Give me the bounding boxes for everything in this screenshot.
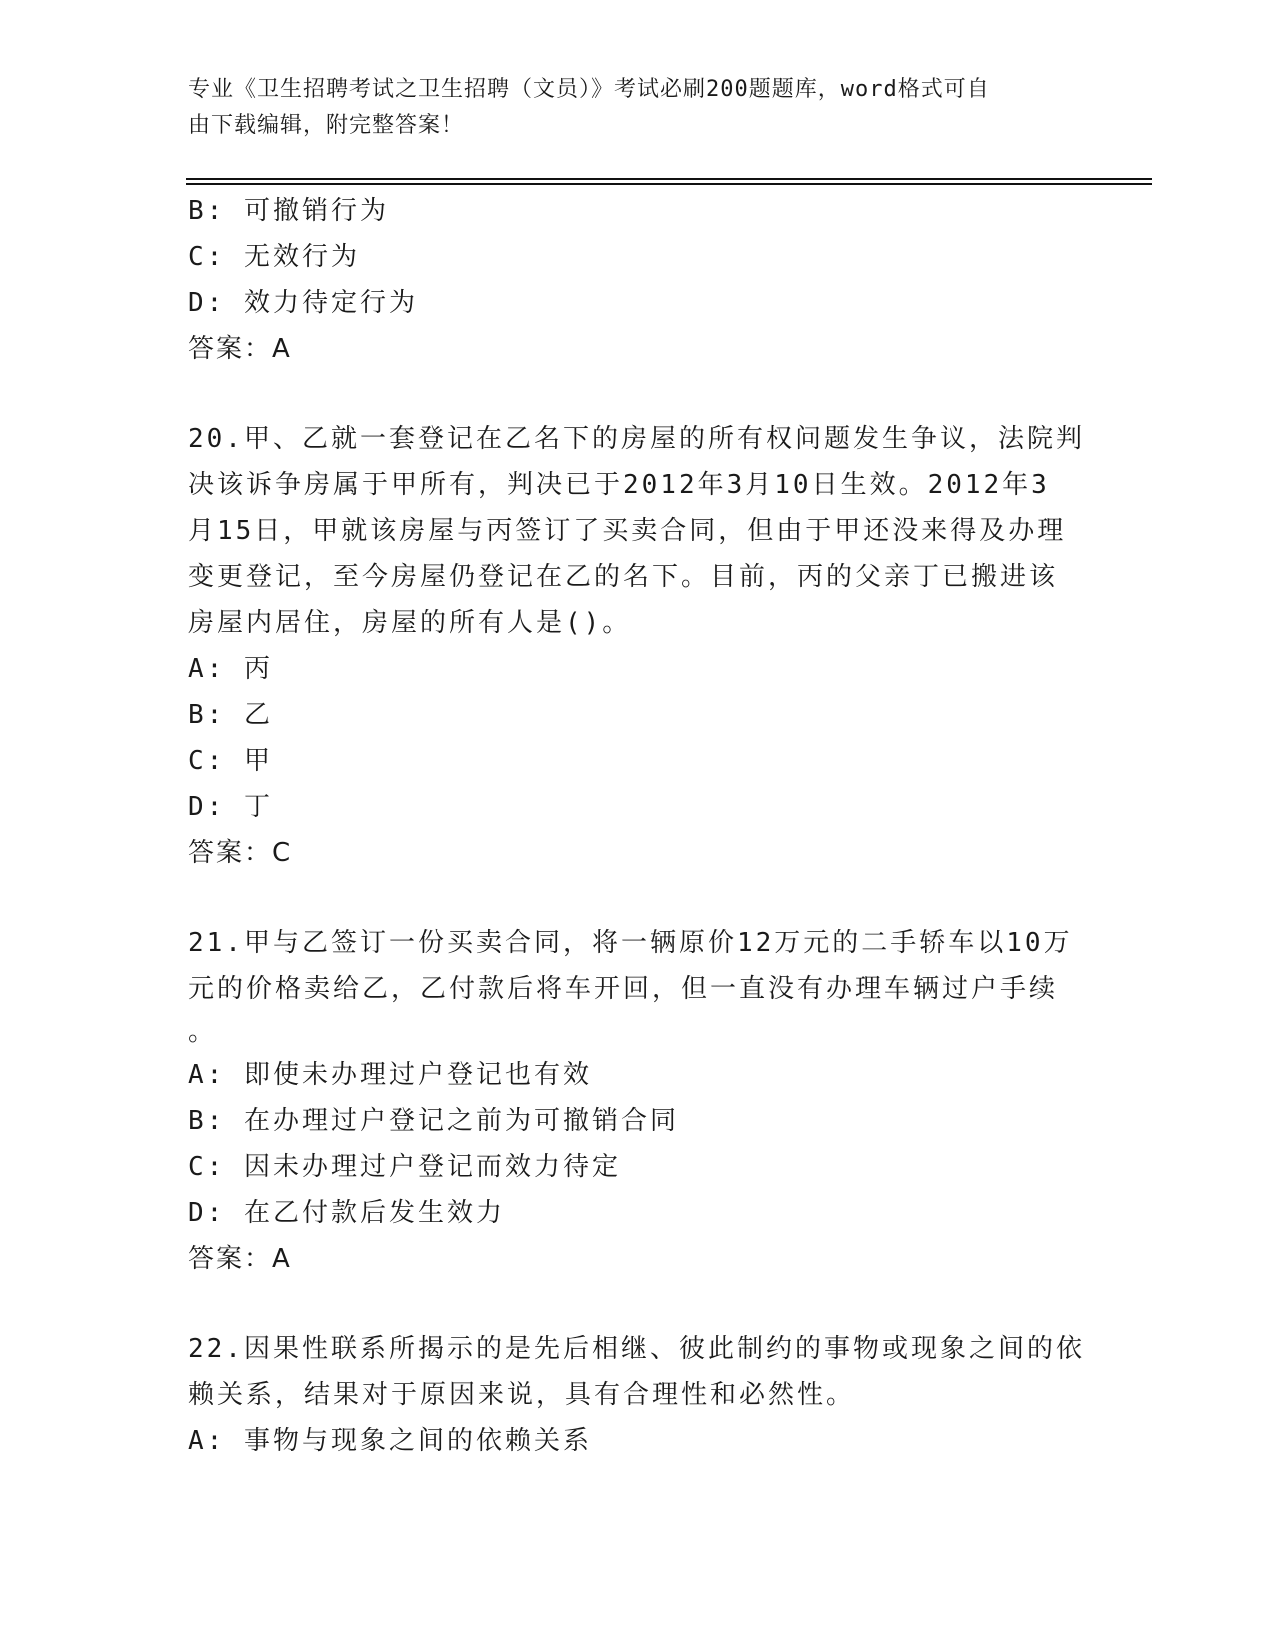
question-19 xyxy=(188,188,1088,372)
question-text-line: 月15日，甲就该房屋与丙签订了买卖合同，但由于甲还没来得及办理 xyxy=(188,516,1067,546)
header-rule-top xyxy=(186,178,1152,180)
option-b: B: 可撤销行为 xyxy=(188,196,389,226)
header-rule-bottom xyxy=(186,183,1152,185)
question-text-line: 赖关系，结果对于原因来说，具有合理性和必然性。 xyxy=(188,1380,856,1410)
answer-line: 答案：C xyxy=(188,838,293,868)
question-list xyxy=(188,188,1088,1464)
question-text-line: 22.因果性联系所揭示的是先后相继、彼此制约的事物或现象之间的依 xyxy=(188,1334,1085,1364)
header-line-1: 专业《卫生招聘考试之卫生招聘（文员）》考试必刷200题题库，word格式可自 xyxy=(188,77,990,102)
question-text-line: 20.甲、乙就一套登记在乙名下的房屋的所有权问题发生争议，法院判 xyxy=(188,424,1085,454)
spacer xyxy=(188,876,1088,920)
document-header xyxy=(188,72,1068,144)
question-20 xyxy=(188,416,1088,876)
option-c: C: 因未办理过户登记而效力待定 xyxy=(188,1152,621,1182)
question-text-line: 房屋内居住，房屋的所有人是()。 xyxy=(188,608,632,638)
option-a: A: 丙 xyxy=(188,654,273,684)
answer-line: 答案：A xyxy=(188,334,292,364)
question-text-line: 21.甲与乙签订一份买卖合同，将一辆原价12万元的二手轿车以10万 xyxy=(188,928,1073,958)
option-a: A: 即使未办理过户登记也有效 xyxy=(188,1060,592,1090)
answer-line: 答案：A xyxy=(188,1244,292,1274)
question-text-line: 元的价格卖给乙，乙付款后将车开回，但一直没有办理车辆过户手续 xyxy=(188,974,1059,1004)
option-b: B: 在办理过户登记之前为可撤销合同 xyxy=(188,1106,679,1136)
option-d: D: 在乙付款后发生效力 xyxy=(188,1198,505,1228)
spacer xyxy=(188,372,1088,416)
option-c: C: 无效行为 xyxy=(188,242,360,272)
question-text-line: 变更登记，至今房屋仍登记在乙的名下。目前，丙的父亲丁已搬进该 xyxy=(188,562,1059,592)
option-b: B: 乙 xyxy=(188,700,273,730)
option-d: D: 丁 xyxy=(188,792,273,822)
option-d: D: 效力待定行为 xyxy=(188,288,418,318)
option-c: C: 甲 xyxy=(188,746,273,776)
spacer xyxy=(188,1282,1088,1326)
question-text-line: 决该诉争房属于甲所有，判决已于2012年3月10日生效。2012年3 xyxy=(188,470,1050,500)
question-21 xyxy=(188,920,1088,1282)
question-text-line: 。 xyxy=(188,1017,218,1047)
option-a: A: 事物与现象之间的依赖关系 xyxy=(188,1426,592,1456)
header-line-2: 由下载编辑，附完整答案！ xyxy=(188,113,465,138)
question-22 xyxy=(188,1326,1088,1464)
